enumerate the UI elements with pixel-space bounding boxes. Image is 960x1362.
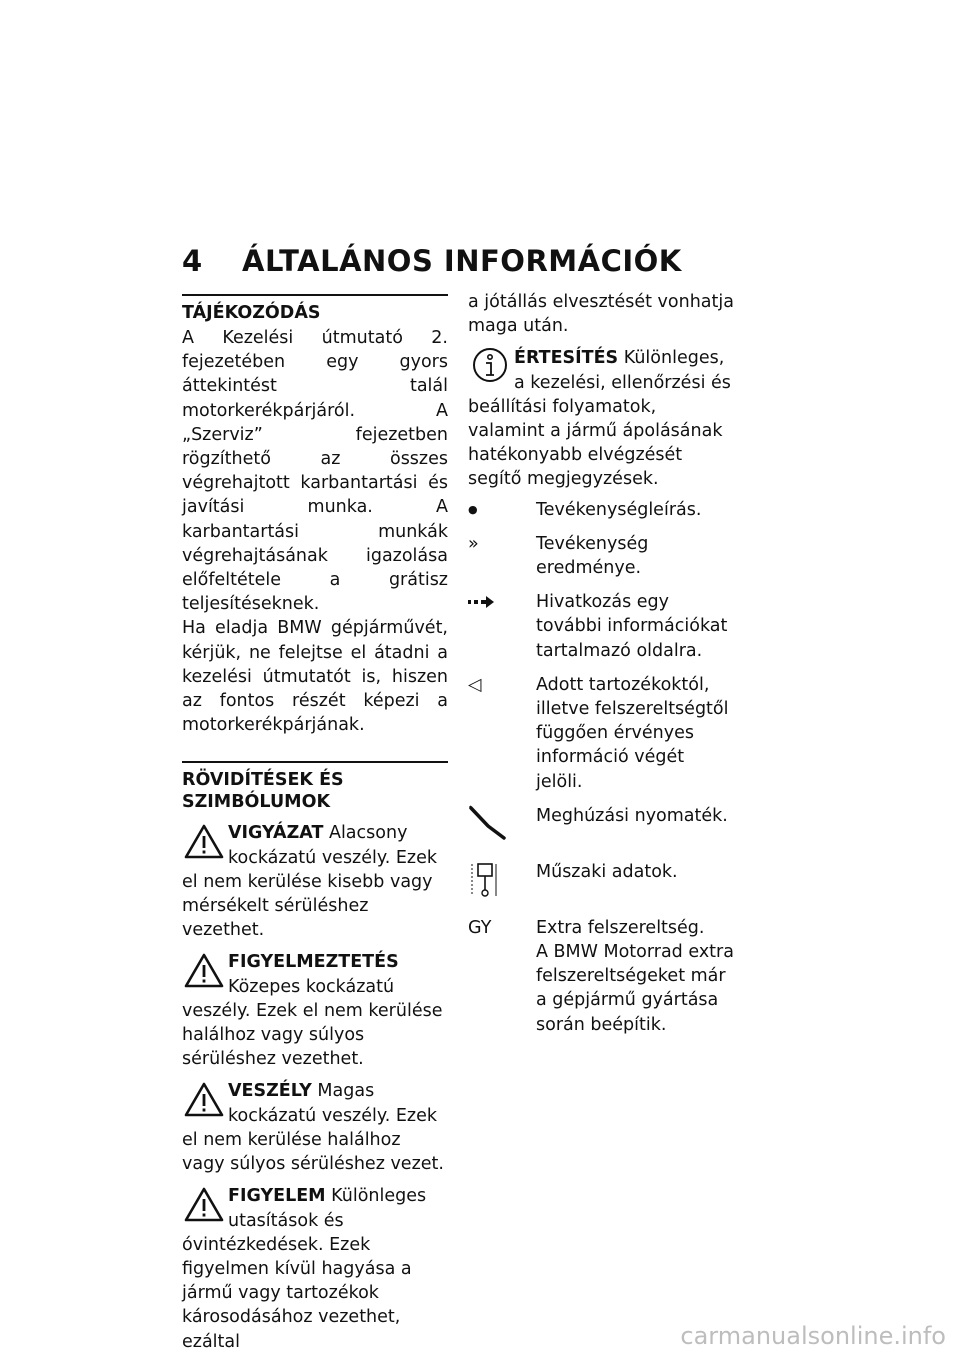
notice-warning: [182, 950, 448, 1071]
reference-arrow-icon: [468, 590, 528, 614]
notice-info-label: ÉRTESÍTÉS: [514, 348, 619, 369]
notice-attention-text: Különleges utasítások és óvintézkedések. Ezek figyelmen kívül hagyása a jármű vagy tartozékok károsodásához vezethet, ezáltal: [182, 1186, 427, 1352]
technical-data-icon: [468, 860, 528, 900]
torque-wrench-icon: [468, 804, 528, 844]
warning-triangle-icon: [182, 1079, 226, 1119]
end-triangle-icon: ◁: [468, 674, 482, 695]
notice-caution: [182, 821, 448, 942]
legend-item-end: [468, 673, 736, 794]
legend-item-result: [468, 532, 736, 580]
legend-item-technical-data: [468, 860, 736, 906]
notice-danger-label: VESZÉLY: [228, 1081, 312, 1102]
notice-info-text: Különleges, a kezelési, ellenőrzési és beállítási folyamatok, valamint a jármű ápolásának hatékonyabb elvégzését segítő megjegyzések.: [468, 348, 731, 490]
bullet-icon: ●: [468, 502, 478, 516]
section-title-symbols: RÖVIDÍTÉSEK ÉS SZIMBÓLUMOK: [182, 761, 448, 813]
chapter-number: 4: [182, 244, 203, 278]
optional-equipment-label: GY: [468, 917, 492, 938]
warning-triangle-icon: [182, 950, 226, 990]
legend-text: Extra felszereltség.: [536, 917, 705, 938]
notice-danger-text: Magas kockázatú veszély. Ezek el nem kerülése halálhoz vagy súlyos sérüléshez vezet.: [182, 1081, 444, 1175]
chapter-title: ÁLTALÁNOS INFORMÁCIÓK: [242, 244, 682, 278]
result-icon: »: [468, 533, 479, 554]
continuation-text: a jótállás elvesztését vonhatja maga után.: [468, 292, 734, 337]
notice-danger: [182, 1079, 448, 1176]
legend-text: Hivatkozás egy további információkat tartalmazó oldalra.: [536, 592, 728, 661]
notice-attention-label: FIGYELEM: [228, 1186, 326, 1207]
legend-item-reference: [468, 590, 736, 663]
notice-attention: [182, 1184, 448, 1353]
page-title: [182, 244, 682, 278]
warning-triangle-icon: [182, 1184, 226, 1224]
notice-caution-label: VIGYÁZAT: [228, 823, 324, 844]
legend-item-bullet: [468, 498, 736, 522]
legend-item-optional-equipment: [468, 916, 736, 1037]
orientation-paragraph-2: Ha eladja BMW gépjárművét, kérjük, ne felejtse el átadni a kezelési útmutatót is, hiszen az fontos részét képezi a motorkerékpárjának.: [182, 618, 448, 736]
legend-text: Adott tartozékoktól, illetve felszereltségtől függően érvényes információ végét jelöli.: [536, 674, 729, 792]
left-column: [182, 294, 448, 1354]
legend-text: Tevékenységleírás.: [536, 499, 702, 520]
info-icon: [468, 346, 512, 386]
legend-text: Műszaki adatok.: [536, 861, 678, 882]
section-title-orientation: TÁJÉKOZÓDÁS: [182, 294, 448, 324]
legend-text-extra: A BMW Motorrad extra felszereltségeket már a gépjármű gyártása során beépítik.: [536, 942, 734, 1035]
warning-triangle-icon: [182, 821, 226, 861]
orientation-paragraph-1: A Kezelési útmutató 2. fejezetében egy gyors áttekintést talál motorkerékpárjáról. A „Szerviz” fejezetben rögzíthető az összes végrehajtott karbantartási és javítási munka. A karbantartási munkák végrehajtásának igazolása előfeltétele a grátisz teljesítéseknek.: [182, 328, 448, 615]
notice-caution-text: Alacsony kockázatú veszély. Ezek el nem kerülése kisebb vagy mérsékelt sérüléshez vezethet.: [182, 823, 438, 941]
legend-item-torque: [468, 804, 736, 850]
right-column: [468, 290, 736, 1047]
notice-warning-label: FIGYELMEZTETÉS: [228, 952, 399, 973]
notice-warning-text: Közepes kockázatú veszély. Ezek el nem kerülése halálhoz vagy súlyos sérüléshez vezethet.: [182, 976, 443, 1070]
legend-text: Tevékenység eredménye.: [536, 533, 649, 579]
watermark: carmanualsonline.info: [680, 1322, 946, 1350]
legend-text: Meghúzási nyomaték.: [536, 805, 728, 826]
notice-info: [468, 346, 736, 491]
symbol-legend: [468, 498, 736, 1037]
